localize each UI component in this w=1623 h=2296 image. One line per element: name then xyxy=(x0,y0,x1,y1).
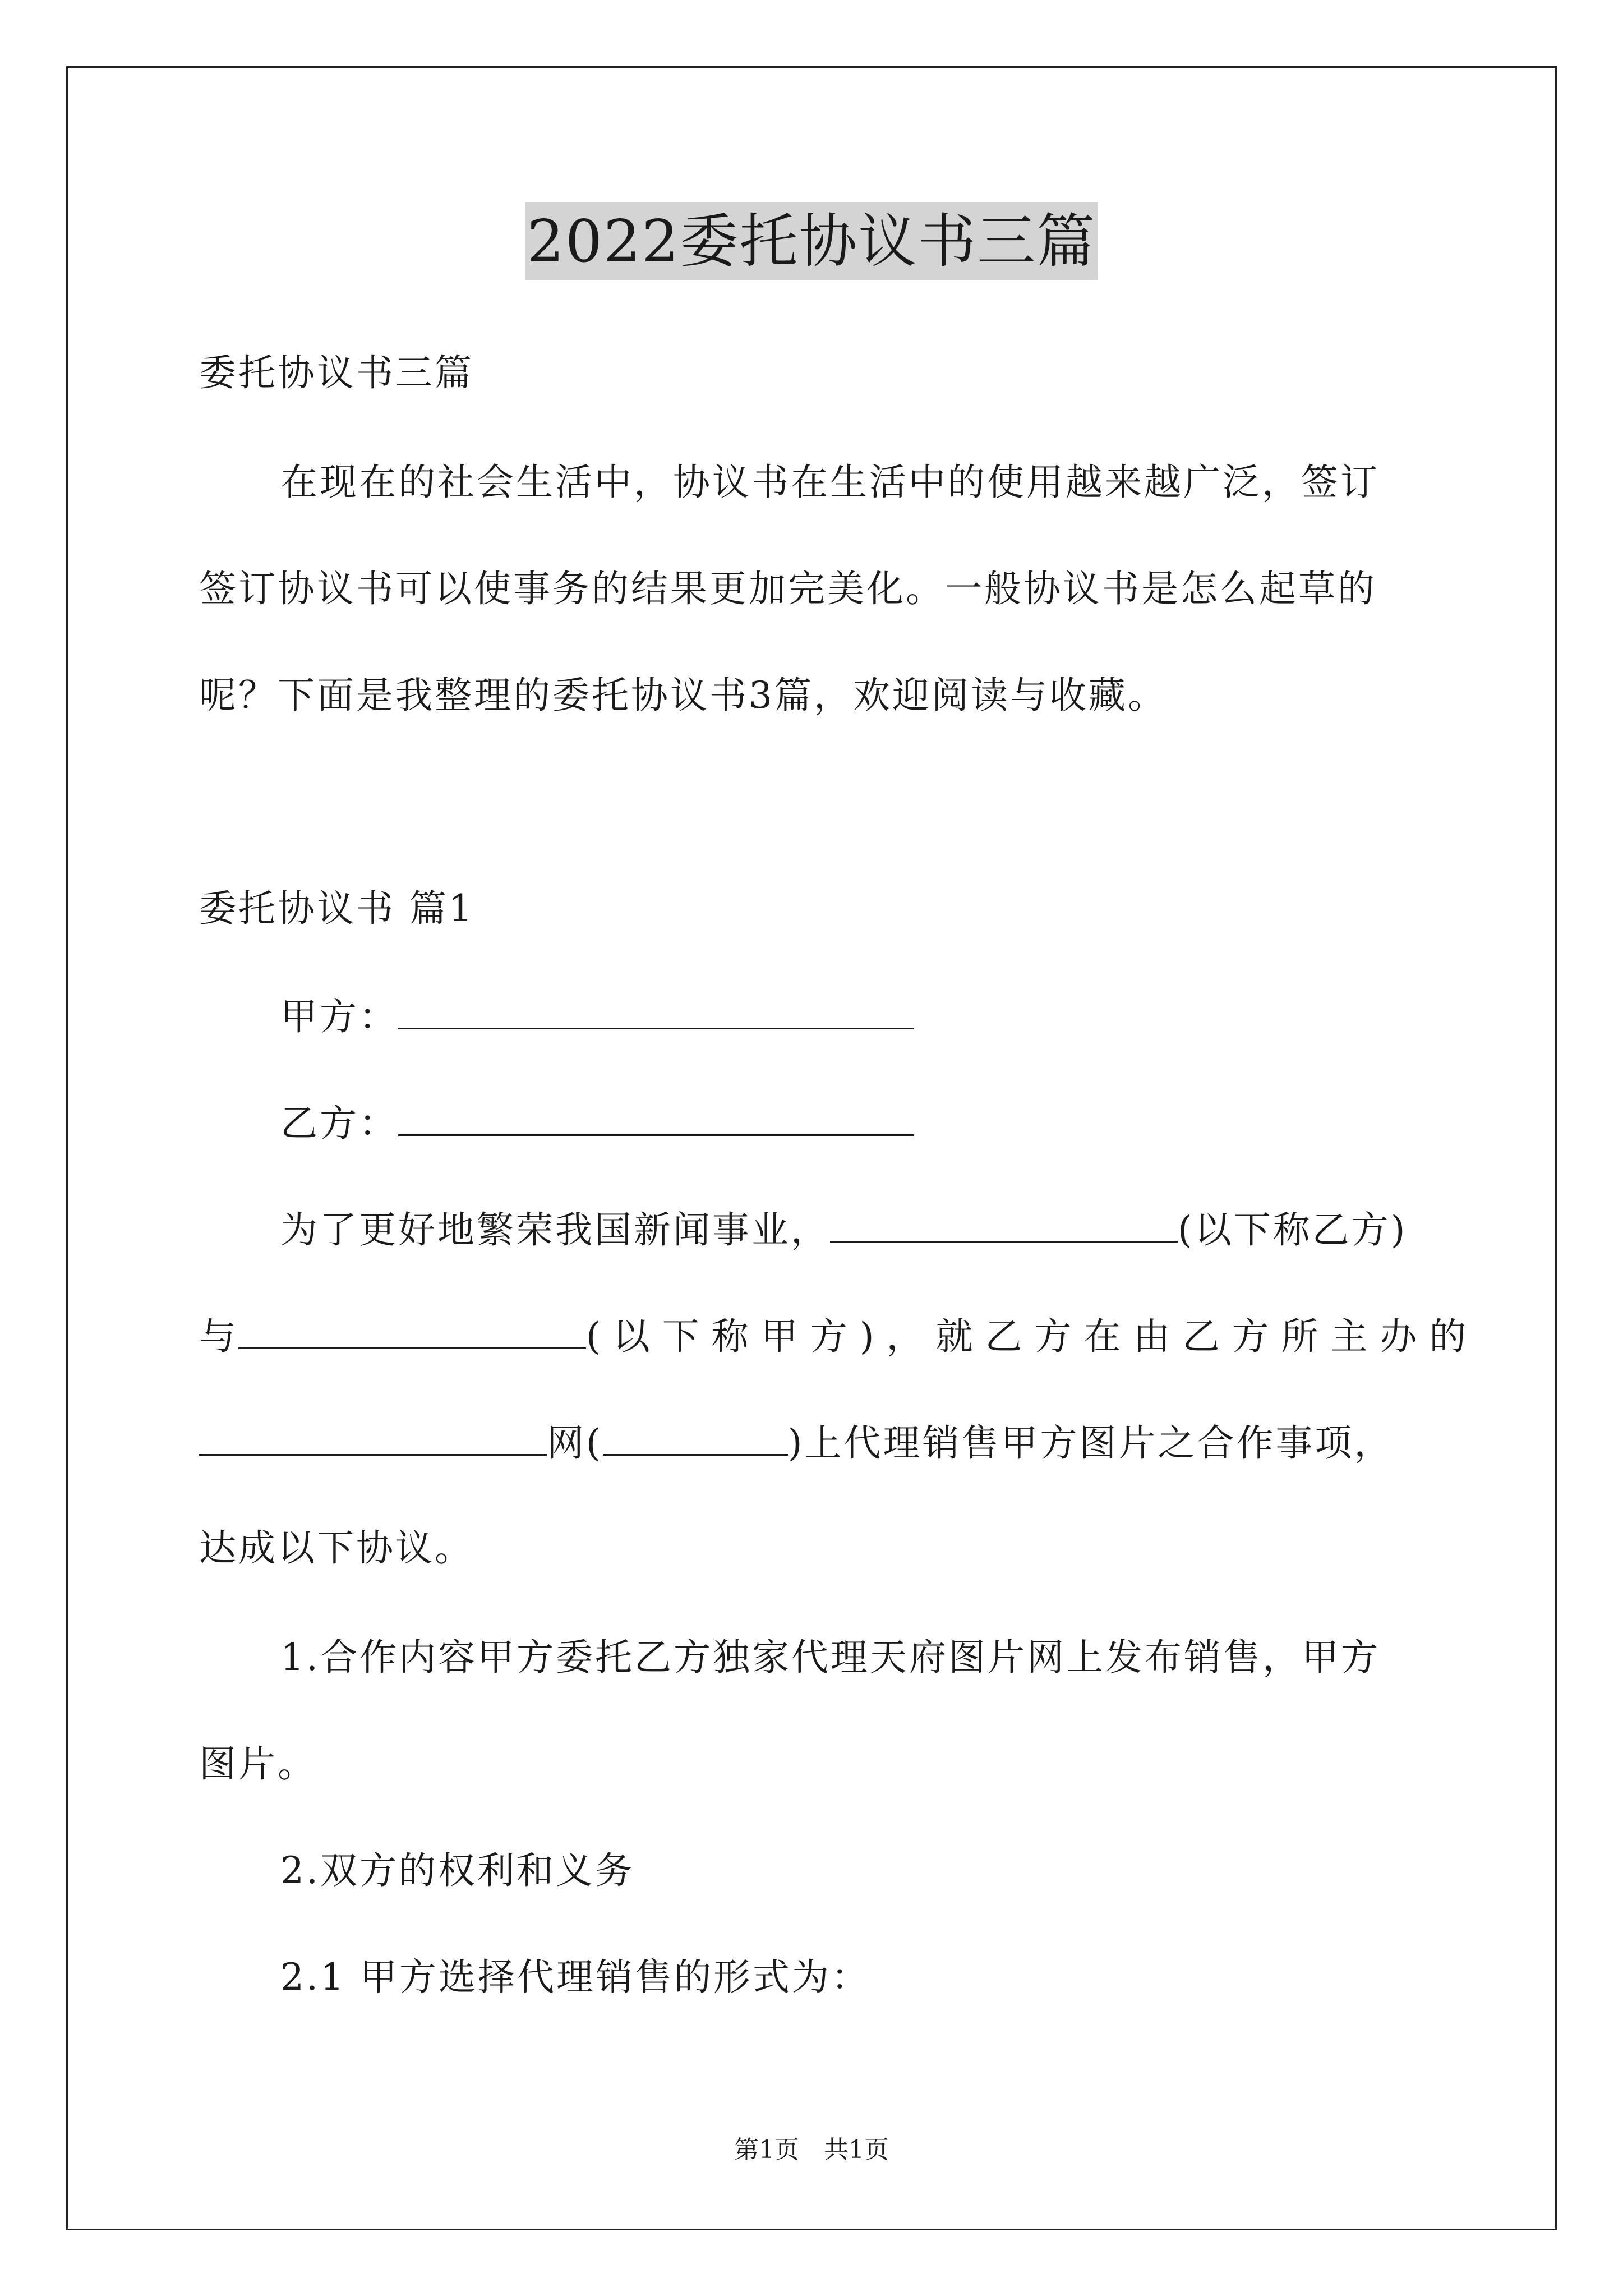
para1-line-1-start: 为了更好地繁荣我国新闻事业， xyxy=(280,1208,830,1251)
party-a-line xyxy=(280,993,914,1039)
para1-line-3-mid: 网( xyxy=(547,1421,603,1465)
para1-line-3-end: )上代理销售甲方图片之合作事项， xyxy=(787,1421,1394,1465)
para1-line-2 xyxy=(199,1313,1479,1359)
blank-site-url xyxy=(603,1419,788,1456)
page-footer: 第1页 共1页 xyxy=(734,2136,889,2164)
intro-line-2: 签订协议书可以使事务的结果更加完美化。一般协议书是怎么起草的 xyxy=(199,567,1377,610)
party-a-blank xyxy=(398,993,914,1029)
blank-party-a-name xyxy=(238,1313,586,1349)
para1-line-2-start: 与 xyxy=(199,1315,238,1358)
intro-line-3: 呢？下面是我整理的委托协议书3篇，欢迎阅读与收藏。 xyxy=(199,674,1167,717)
party-b-line xyxy=(280,1099,914,1146)
document-title: 2022委托协议书三篇 xyxy=(525,202,1099,280)
party-a-label: 甲方： xyxy=(280,995,398,1038)
item1-line-1: 1.合作内容甲方委托乙方独家代理天府图片网上发布销售，甲方 xyxy=(280,1636,1380,1679)
subtitle: 委托协议书三篇 xyxy=(199,351,474,394)
party-b-blank xyxy=(398,1099,914,1136)
blank-site-name xyxy=(199,1419,547,1456)
blank-party-b-name xyxy=(830,1206,1178,1243)
intro-line-1: 在现在的社会生活中，协议书在生活中的使用越来越广泛，签订 xyxy=(280,461,1380,504)
para1-line-3 xyxy=(199,1419,1394,1466)
item1-line-2: 图片。 xyxy=(199,1742,317,1786)
para1-line-1-end: (以下称乙方) xyxy=(1178,1208,1408,1251)
section-heading: 委托协议书 篇1 xyxy=(199,887,474,930)
para1-line-4: 达成以下协议。 xyxy=(199,1526,474,1570)
para1-line-2-end: (以下称甲方)，就乙方在由乙方所主办的 xyxy=(586,1315,1479,1358)
para1-line-1 xyxy=(280,1206,1408,1253)
item2-1: 2.1 甲方选择代理销售的形式为： xyxy=(280,1955,870,1999)
title-container xyxy=(0,202,1623,280)
item2-heading: 2.双方的权利和义务 xyxy=(280,1849,634,1892)
party-b-label: 乙方： xyxy=(280,1102,398,1145)
